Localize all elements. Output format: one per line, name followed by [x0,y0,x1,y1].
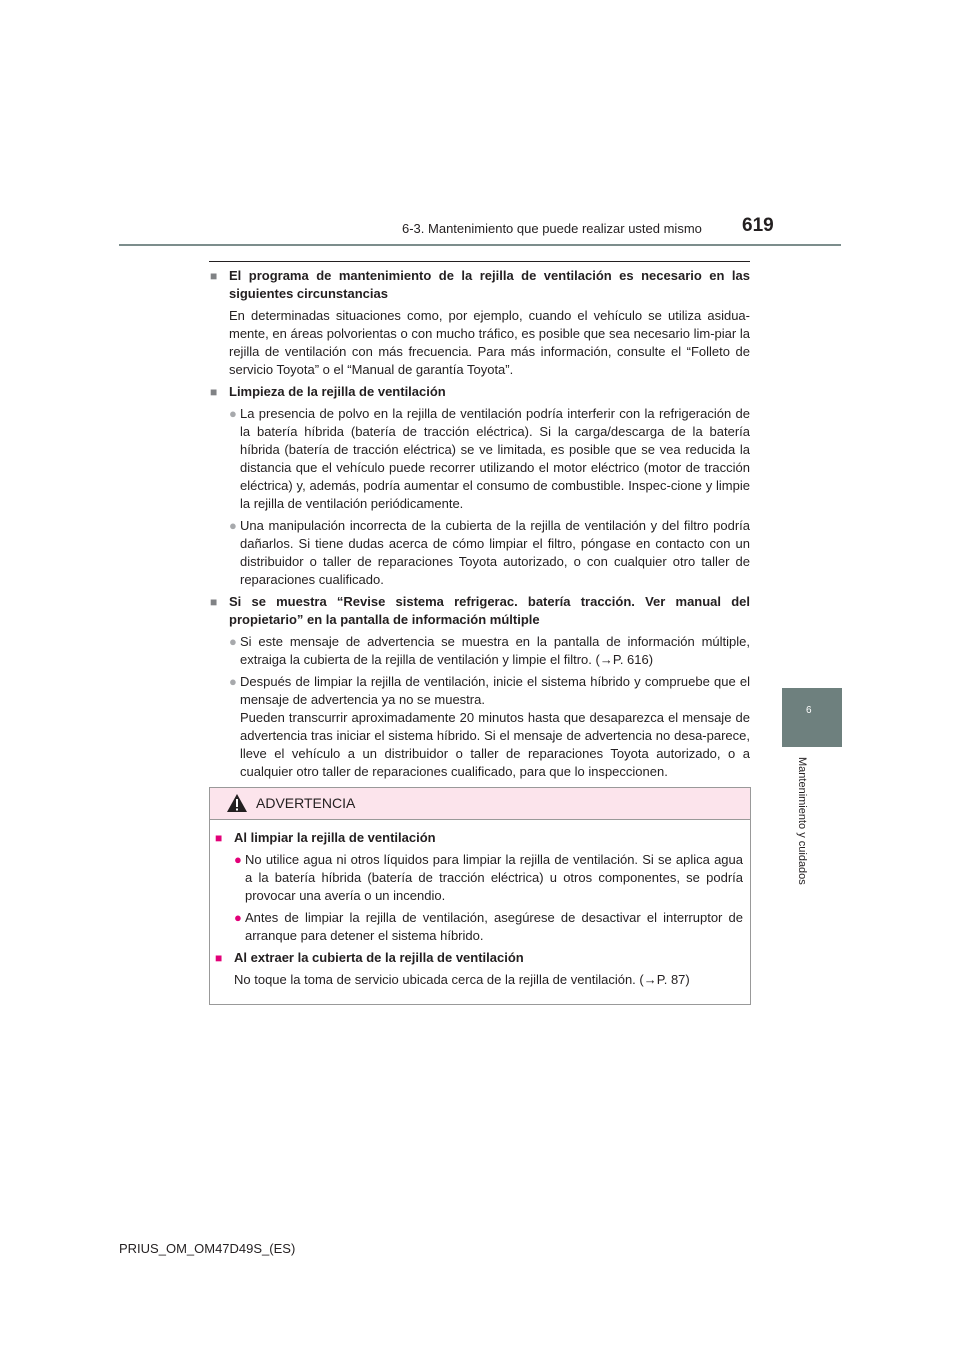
warning-paragraph: No toque la toma de servicio ubicada cerca de la rejilla de ventilación. (→P. 87) [234,972,690,987]
warning-box [209,787,751,1005]
circle-bullet-icon: ● [229,518,237,533]
chapter-tab-number: 6 [806,705,812,716]
main-content [210,267,750,785]
circle-bullet-icon: ● [229,674,237,689]
content-rule [209,261,750,262]
list-item: ● No utilice agua ni otros líquidos para limpiar la rejilla de ventilación. Si se aplica agua a la batería híbrida (batería de tracción eléctrica) u otros componentes, se podría provocar una avería o un incendio. [234,852,743,903]
square-bullet-icon: ■ [215,831,223,845]
circle-bullet-icon: ● [229,634,237,649]
list-item: ● Antes de limpiar la rejilla de ventilación, asegúrese de desactivar el interruptor de arranque para detener el sistema híbrido. [234,910,743,943]
page-number: 619 [742,215,774,236]
list-item: ● Una manipulación incorrecta de la cubierta de la rejilla de ventilación y del filtro podría dañarlos. Si tiene dudas acerca de cómo limpiar el filtro, póngase en contacto con un distribuidor o taller de reparaciones Toyota autorizado, o con cualquier otro taller de reparaciones cualificado. [229,518,750,587]
list-item: ● Después de limpiar la rejilla de ventilación, inicie el sistema híbrido y compruebe que el mensaje de advertencia ya no se muestra. Pueden transcurrir aproximadamente 20 minutos hasta que desaparezca el mensaje de advertencia tras iniciar el sistema híbrido. Si el mensaje de advertencia no desa-parece, lleve el vehículo a un distribuidor o taller de reparaciones Toyota autorizado, o a cualquier otro taller de reparaciones cualificado, para que lo inspeccionen. [229,674,750,779]
section-title: ■ Limpieza de la rejilla de ventilación [210,384,446,399]
list-item: ● La presencia de polvo en la rejilla de ventilación podría interferir con la refrigeración de la batería híbrida (batería de tracción eléctrica). Si la carga/descarga de la batería híbrida (batería de tracción eléctrica) se ve limitada, es posible que se vea reducida la distancia que el vehículo puede recorrer utilizando el motor eléctrico (motor de tracción eléctrica) y, además, podría aumentar el consumo de combustible. Inspec-cione y limpie la rejilla de ventilación periódicamente. [229,406,750,511]
list-item-continuation: Pueden transcurrir aproximadamente 20 minutos hasta que desaparezca el mensaje de advertencia tras iniciar el sistema híbrido. Si el mensaje de advertencia no desa-parece, lleve el vehículo a un distribuidor o taller de reparaciones Toyota autorizado, o a cualquier otro taller de reparaciones cualificado, para que lo inspeccionen. [240,710,750,779]
square-bullet-icon: ■ [210,385,218,399]
square-bullet-icon: ■ [210,269,218,283]
circle-bullet-icon: ● [229,406,237,421]
square-bullet-icon: ■ [210,595,218,609]
chapter-tab-label: Mantenimiento y cuidados [796,757,808,885]
header-section-title: 6-3. Mantenimiento que puede realizar usted mismo [402,221,702,236]
warning-body [215,829,743,993]
warning-section-title: ■ Al limpiar la rejilla de ventilación [215,830,436,845]
section-title: ■ Si se muestra “Revise sistema refrigerac. batería tracción. Ver manual del propietario” en la pantalla de información múltiple [210,594,750,627]
circle-bullet-icon: ● [234,852,242,867]
warning-triangle-icon [226,793,248,813]
warning-title: ADVERTENCIA [256,795,356,811]
section-paragraph: En determinadas situaciones como, por ejemplo, cuando el vehículo se utiliza asidua-mente, en áreas polvorientas o con mucho tráfico, es posible que sea necesario lim-piar la rejilla de ventilación con más frecuencia. Para más información, consulte el “Folleto de servicio Toyota” o el “Manual de garantía Toyota”. [229,308,750,377]
section-title: ■ El programa de mantenimiento de la rejilla de ventilación es necesario en las siguientes circunstancias [210,268,750,301]
header-rule [119,244,841,246]
list-item: ● Si este mensaje de advertencia se muestra en la pantalla de información múltiple, extraiga la cubierta de la rejilla de ventilación y limpie el filtro. (→P. 616) [229,634,750,667]
chapter-tab [782,688,842,747]
square-bullet-icon: ■ [215,951,223,965]
circle-bullet-icon: ● [234,910,242,925]
warning-section-title: ■ Al extraer la cubierta de la rejilla de ventilación [215,950,524,965]
document-code: PRIUS_OM_OM47D49S_(ES) [119,1241,296,1256]
warning-header [210,788,750,820]
